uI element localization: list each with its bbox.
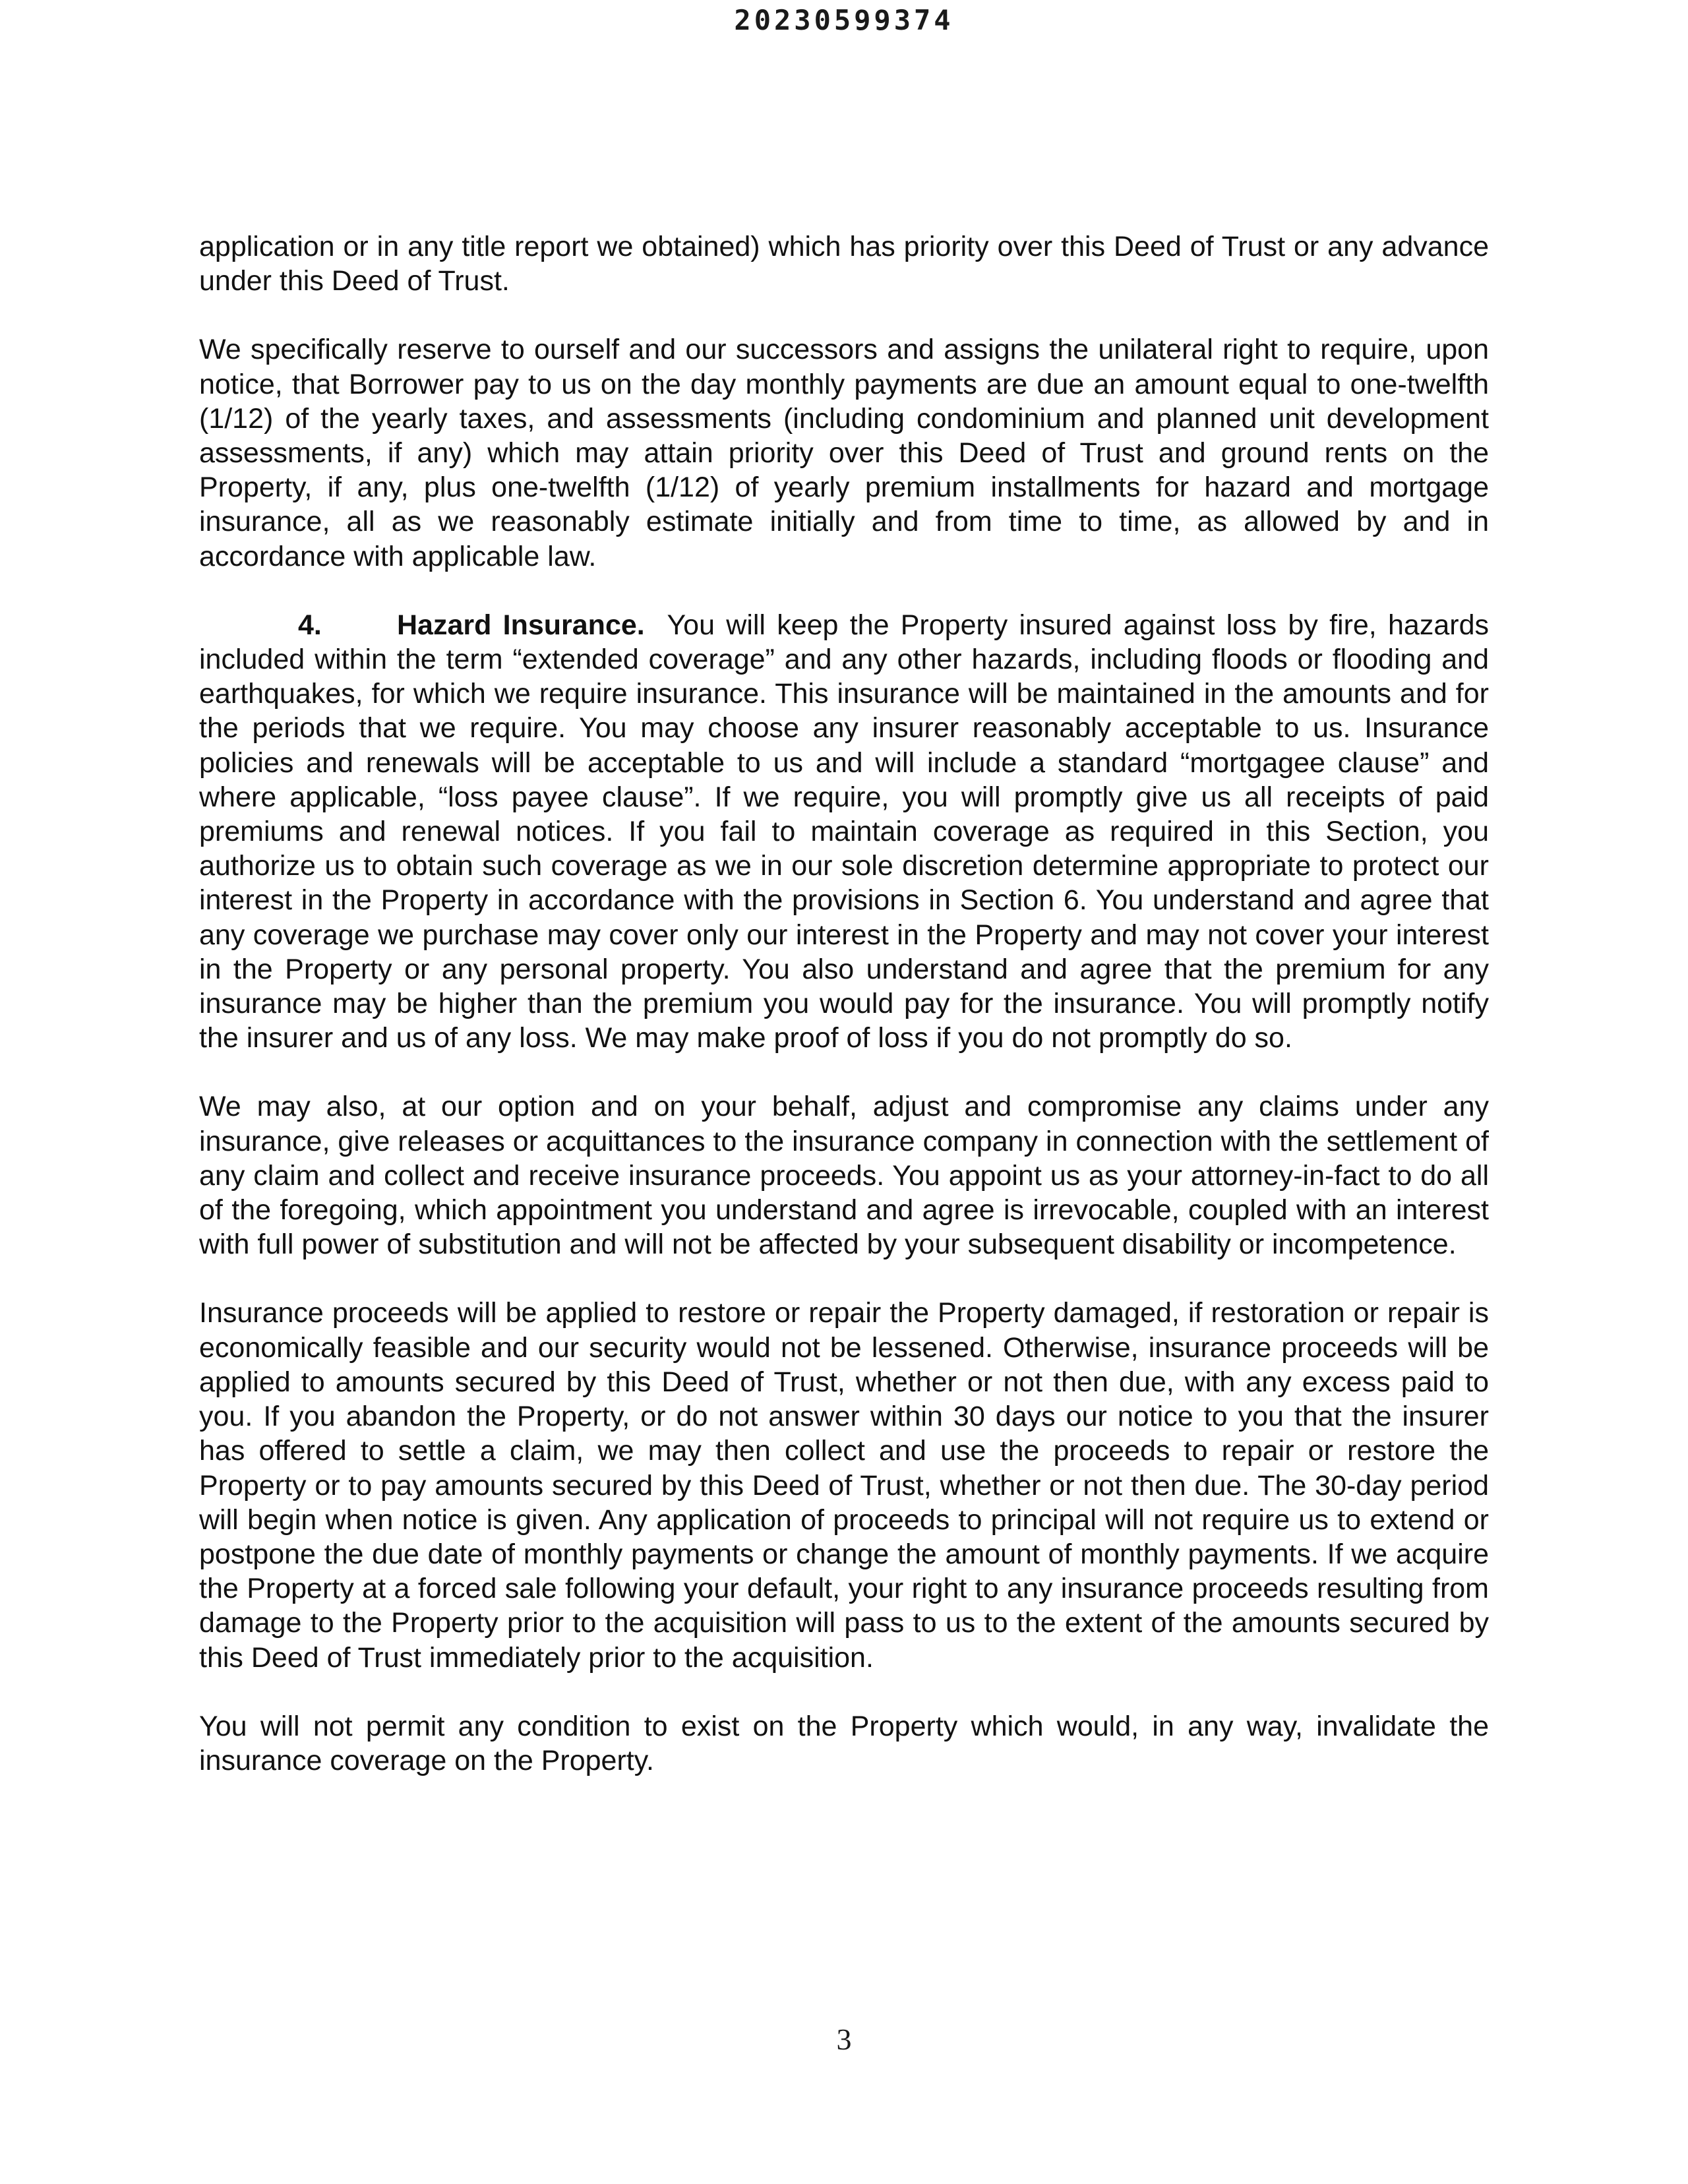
document-body	[199, 229, 1489, 1812]
section-title: Hazard Insurance.	[397, 609, 645, 641]
section-text: You will keep the Property insured against loss by fire, hazards included within the term “extended coverage” and any other hazards, including floods or flooding and earthquakes, for which we require insurance. This insurance will be maintained in the amounts and for the periods that we require. You may choose any insurer reasonably acceptable to us. Insurance policies and renewals will be acceptable to us and will include a standard “mortgagee clause” and where applicable, “loss payee clause”. If we require, you will promptly give us all receipts of paid premiums and renewal notices. If you fail to maintain coverage as required in this Section, you authorize us to obtain such coverage as we in our sole discretion determine appropriate to protect our interest in the Property in accordance with the provisions in Section 6. You understand and agree that any coverage we purchase may cover only our interest in the Property and may not cover your interest in the Property or any personal property. You also understand and agree that the premium for any insurance may be higher than the premium you would pay for the insurance. You will promptly notify the insurer and us of any loss. We may make proof of loss if you do not promptly do so.	[199, 609, 1489, 1054]
paragraph-coverage-condition: You will not permit any condition to exist on the Property which would, in any way, invalidate the insurance coverage on the Property.	[199, 1710, 1489, 1776]
section-number: 4.	[298, 609, 322, 641]
document-number: 20230599374	[734, 4, 954, 36]
paragraph-escrow-reserve: We specifically reserve to ourself and our successors and assigns the unilateral right to require, upon notice, that Borrower pay to us on the day monthly payments are due an amount equal to one-twelfth (1/12) of the yearly taxes, and assessments (including condominium and planned unit development assessments, if any) which may attain priority over this Deed of Trust and ground rents on the Property, if any, plus one-twelfth (1/12) of yearly premium installments for hazard and mortgage insurance, all as we reasonably estimate initially and from time to time, as allowed by and in accordance with applicable law.	[199, 334, 1489, 572]
page-number: 3	[836, 2022, 852, 2056]
paragraph-insurance-proceeds: Insurance proceeds will be applied to restore or repair the Property damaged, if restoration or repair is economically feasible and our security would not be lessened. Otherwise, insurance proceeds will be applied to amounts secured by this Deed of Trust, whether or not then due, with any excess paid to you. If you abandon the Property, or do not answer within 30 days our notice to you that the insurer has offered to settle a claim, we may then collect and use the proceeds to repair or restore the Property or to pay amounts secured by this Deed of Trust, whether or not then due. The 30-day period will begin when notice is given. Any application of proceeds to principal will not require us to extend or postpone the due date of monthly payments or change the amount of monthly payments. If we acquire the Property at a forced sale following your default, your right to any insurance proceeds resulting from damage to the Property prior to the acquisition will pass to us to the extent of the amounts secured by this Deed of Trust immediately prior to the acquisition.	[199, 1297, 1489, 1674]
paragraph-priority-continuation: application or in any title report we obtained) which has priority over this Deed of Trust or any advance under this Deed of Trust.	[199, 231, 1489, 297]
paragraph-adjust-claims: We may also, at our option and on your behalf, adjust and compromise any claims under any insurance, give releases or acquittances to the insurance company in connection with the settlement of any claim and collect and receive insurance proceeds. You appoint us as your attorney-in-fact to do all of the foregoing, which appointment you understand and agree is irrevocable, coupled with an interest with full power of substitution and will not be affected by your subsequent disability or incompetence.	[199, 1091, 1489, 1261]
section-hazard-insurance	[199, 608, 1489, 1056]
